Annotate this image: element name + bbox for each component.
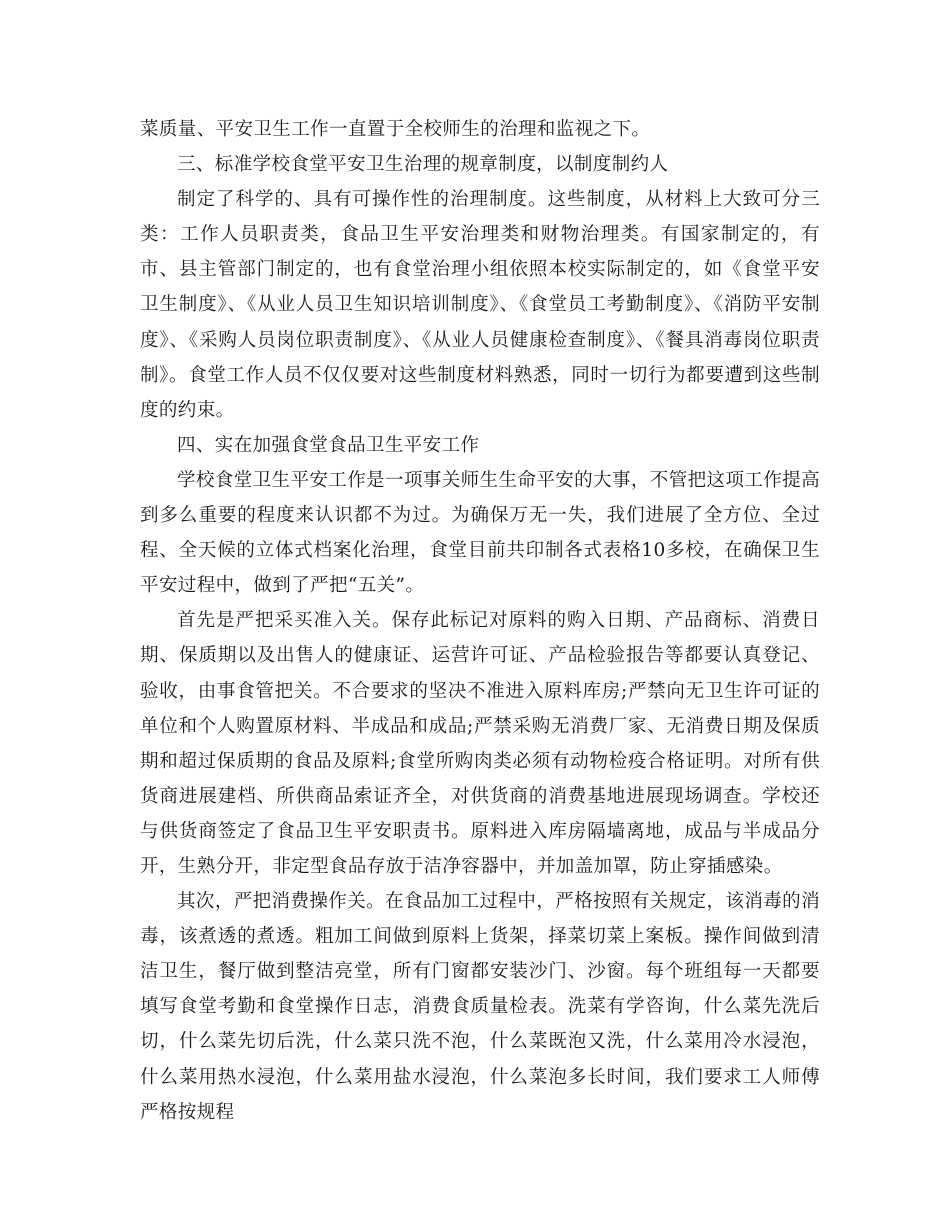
section-heading-4: 四、实在加强食堂食品卫生平安工作 (177, 434, 480, 456)
paragraph-operation: 其次，严把消费操作关。在食品加工过程中，严格按照有关规定，该消毒的消毒，该煮透的煮透。粗加工间做到原料上货架，择菜切菜上案板。操作间做到清洁卫生，餐厅做到整洁亮堂，所有门窗都安装沙门、沙窗。每个班组每一天都要填写食堂考勤和食堂操作日志，消费食质量检表。洗菜有学咨询，什么菜先洗后切，什么菜先切后洗，什么菜只洗不泡，什么菜既泡又洗，什么菜用冷水浸泡，什么菜用热水浸泡，什么菜用盐水浸泡，什么菜泡多长时间，我们要求工人师傅严格按规程 (140, 891, 820, 1123)
paragraph-safety-work: 学校食堂卫生平安工作是一项事关师生生命平安的大事，不管把这项工作提高到多么重要的程度来认识都不为过。为确保万无一失，我们进展了全方位、全过程、全天候的立体式档案化治理，食堂目前共印制各式表格10多校，在确保卫生平安过程中，做到了严把“五关”。 (140, 469, 820, 597)
paragraph-continued: 菜质量、平安卫生工作一直置于全校师生的治理和监视之下。 (140, 119, 651, 140)
document-body (140, 112, 820, 1130)
section-heading-3: 三、标准学校食堂平安卫生治理的规章制度，以制度制约人 (177, 154, 669, 176)
paragraph-regulations: 制定了科学的、具有可操作性的治理制度。这些制度，从材料上大致可分三类：工作人员职责类，食品卫生平安治理类和财物治理类。有国家制定的，有市、县主管部门制定的，也有食堂治理小组依照本校实际制定的，如《食堂平安卫生制度》、《从业人员卫生知识培训制度》、《食堂员工考勤制度》、《消防平安制度》、《采购人员岗位职责制度》、《从业人员健康检查制度》、《餐具消毒岗位职责制》。食堂工作人员不仅仅要对这些制度材料熟悉，同时一切行为都要遭到这些制度的约束。 (140, 189, 820, 421)
paragraph-purchasing: 首先是严把采买准入关。保存此标记对原料的购入日期、产品商标、消费日期、保质期以及出售人的健康证、运营许可证、产品检验报告等都要认真登记、验收，由事食管把关。不合要求的坚决不准进入原料库房;严禁向无卫生许可证的单位和个人购置原材料、半成品和成品;严禁采购无消费厂家、无消费日期及保质期和超过保质期的食品及原料;食堂所购肉类必须有动物检疫合格证明。对所有供货商进展建档、所供商品索证齐全，对供货商的消费基地进展现场调查。学校还与供货商签定了食品卫生平安职责书。原料进入库房隔墙离地，成品与半成品分开，生熟分开，非定型食品存放于洁净容器中，并加盖加罩，防止穿插感染。 (140, 610, 820, 877)
